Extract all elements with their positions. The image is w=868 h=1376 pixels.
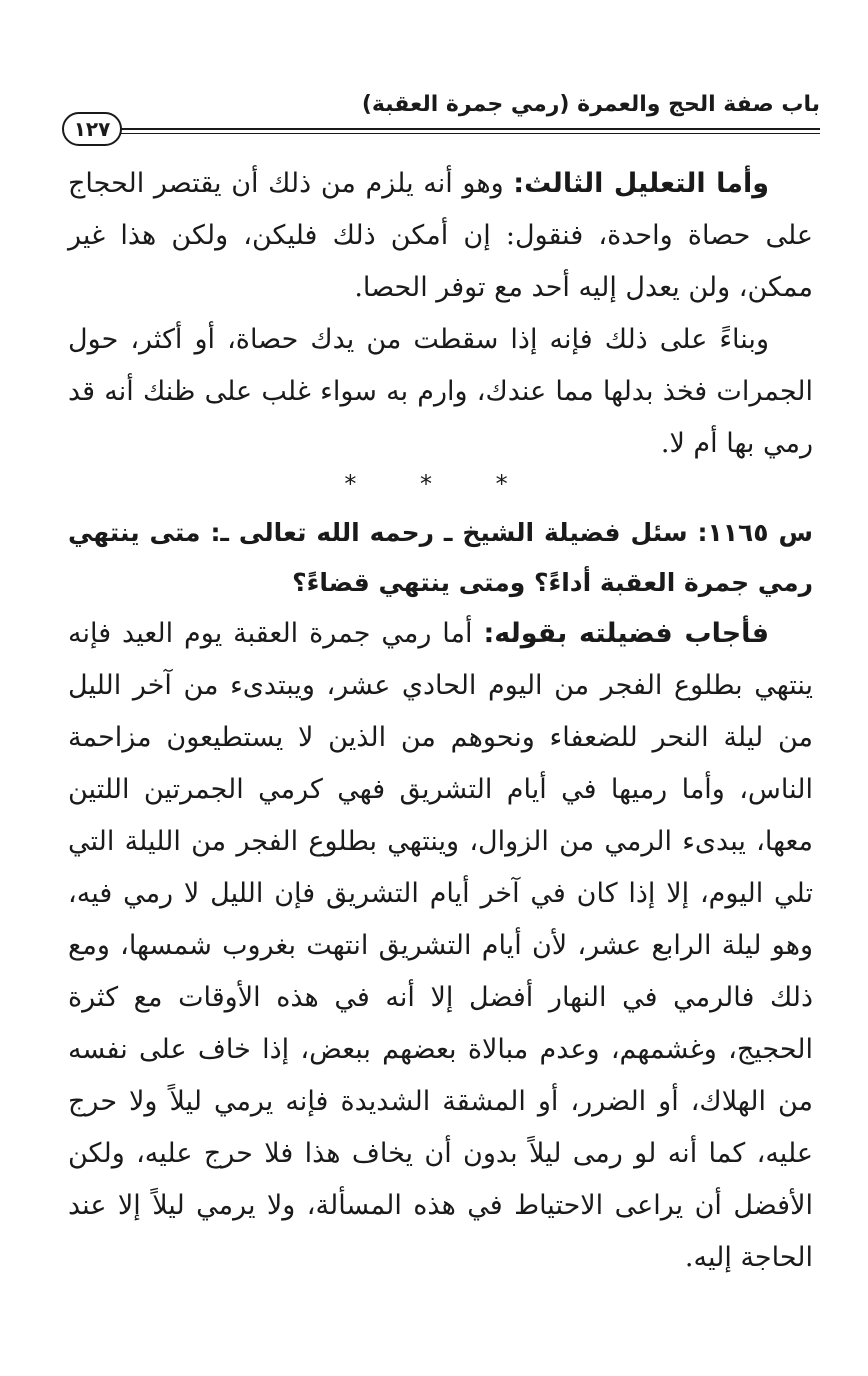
paragraph-third-reason: [68, 158, 813, 314]
paragraph-heading: وأما التعليل الثالث:: [513, 168, 770, 199]
page-header: [62, 84, 820, 154]
answer-lead: فأجاب فضيلته بقوله:: [483, 618, 769, 649]
header-rule: [114, 128, 820, 130]
section-separator: * * *: [344, 470, 536, 498]
text-block-fatwa: [68, 508, 813, 1284]
header-rule-thin: [114, 133, 820, 134]
paragraph-consequence: [68, 314, 813, 470]
answer-paragraph: [68, 608, 813, 1284]
running-title: باب صفة الحج والعمرة (رمي جمرة العقبة): [361, 92, 820, 117]
answer-body: أما رمي جمرة العقبة يوم العيد فإنه ينتهي بطلوع الفجر من اليوم الحادي عشر، ويبتدىء من آخر الليل من ليلة النحر للضعفاء ونحوهم من الذين لا يستطيعون مزاحمة الناس، وأما رميها في أيام التشريق فهي كرمي الجمرتين اللتين معها، يبدىء الرمي من الزوال، وينتهي بطلوع الفجر من الليلة التي تلي اليوم، إلا إذا كان في آخر أيام التشريق فإن الليل لا رمي فيه، وهو ليلة الرابع عشر، لأن أيام التشريق انتهت بغروب شمسها، ومع ذلك فالرمي في النهار أفضل إلا أنه في هذه الأوقات مع كثرة الحجيج، وغشمهم، وعدم مبالاة بعضهم ببعض، إذا خاف على نفسه من الهلاك، أو الضرر، أو المشقة الشديدة فإنه يرمي ليلاً ولا حرج عليه، كما أنه لو رمى ليلاً بدون أن يخاف هذا فلا حرج عليه، ولكن الأفضل أن يراعى الاحتياط في هذه المسألة، ولا يرمي ليلاً إلا عند الحاجة إليه.: [68, 618, 813, 1273]
question-heading: س ١١٦٥: سئل فضيلة الشيخ ـ رحمه الله تعالى ـ: متى ينتهي رمي جمرة العقبة أداءً؟ ومتى ينتهي قضاءً؟: [68, 518, 813, 597]
paragraph-body: وبناءً على ذلك فإنه إذا سقطت من يدك حصاة، أو أكثر، حول الجمرات فخذ بدلها مما عندك، وارم به سواء غلب على ظنك أنه قد رمي بها أم لا.: [68, 324, 813, 459]
page-number: ١٢٧: [62, 112, 122, 146]
text-block-top: [68, 158, 813, 470]
paragraph-body: وهو أنه يلزم من ذلك أن يقتصر الحجاج على حصاة واحدة، فنقول: إن أمكن ذلك فليكن، ولكن هذا غير ممكن، ولن يعدل إليه أحد مع توفر الحصا.: [68, 168, 813, 303]
